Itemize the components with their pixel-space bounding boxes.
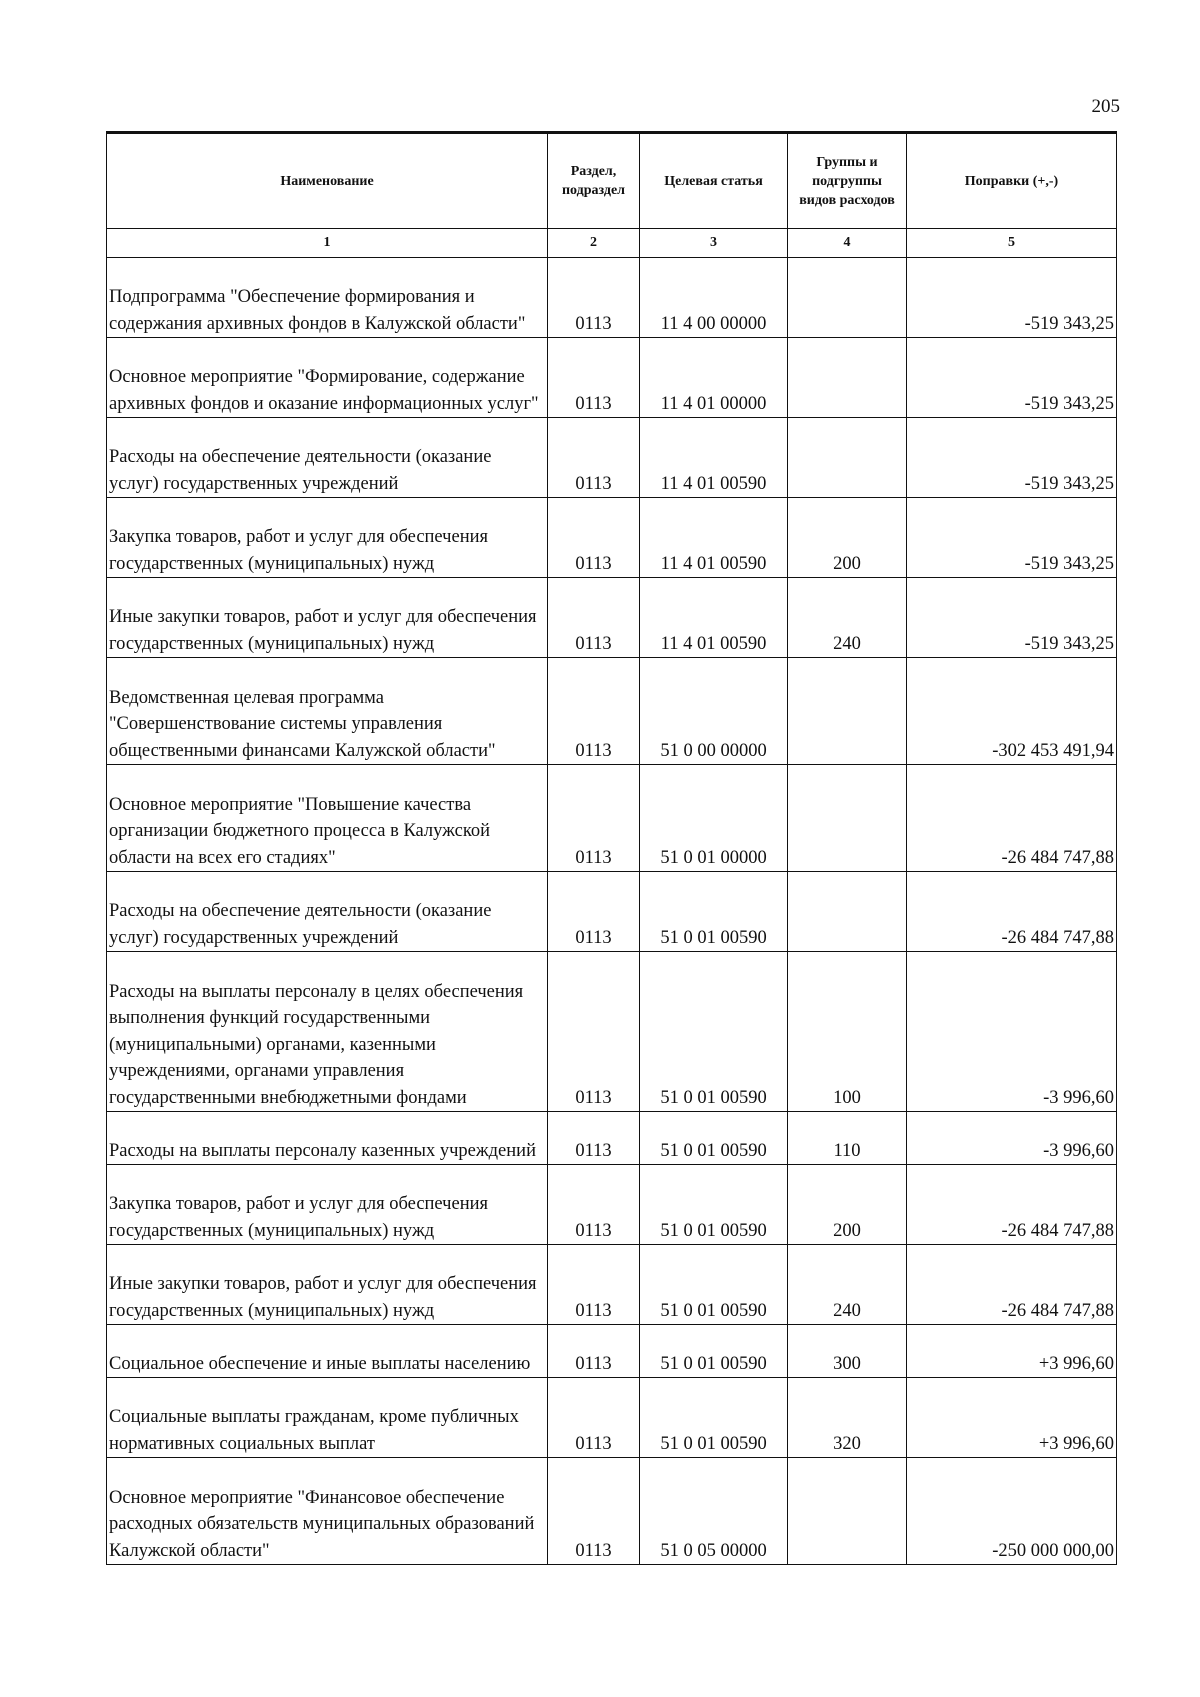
row-section: 0113 — [548, 1378, 640, 1458]
table-row — [107, 1458, 1117, 1565]
budget-amendments-table — [106, 131, 1117, 1565]
header-row — [107, 133, 1117, 229]
row-group — [788, 1458, 907, 1565]
row-target: 11 4 01 00000 — [640, 338, 788, 418]
table-row — [107, 765, 1117, 872]
table-row — [107, 498, 1117, 578]
row-amount: -26 484 747,88 — [907, 765, 1117, 872]
row-name: Расходы на выплаты персоналу в целях обеспечения выполнения функций государственными (муниципальными) органами, казенными учреждениями, органами управления государственными внебюджетными фондами — [107, 952, 548, 1112]
row-amount: +3 996,60 — [907, 1325, 1117, 1378]
row-group — [788, 338, 907, 418]
row-name: Социальные выплаты гражданам, кроме публичных нормативных социальных выплат — [107, 1378, 548, 1458]
row-section: 0113 — [548, 1245, 640, 1325]
table-row — [107, 952, 1117, 1112]
row-section: 0113 — [548, 338, 640, 418]
row-name: Иные закупки товаров, работ и услуг для обеспечения государственных (муниципальных) нужд — [107, 578, 548, 658]
row-group — [788, 418, 907, 498]
row-section: 0113 — [548, 1458, 640, 1565]
row-name: Расходы на выплаты персоналу казенных учреждений — [107, 1112, 548, 1165]
row-target: 51 0 01 00590 — [640, 1325, 788, 1378]
row-section: 0113 — [548, 658, 640, 765]
row-target: 11 4 00 00000 — [640, 258, 788, 338]
row-group — [788, 765, 907, 872]
row-name: Расходы на обеспечение деятельности (оказание услуг) государственных учреждений — [107, 418, 548, 498]
row-section: 0113 — [548, 765, 640, 872]
column-number: 4 — [788, 229, 907, 258]
table-row — [107, 1165, 1117, 1245]
row-amount: -3 996,60 — [907, 1112, 1117, 1165]
row-target: 51 0 01 00590 — [640, 1245, 788, 1325]
row-section: 0113 — [548, 872, 640, 952]
row-section: 0113 — [548, 418, 640, 498]
row-name: Ведомственная целевая программа "Совершенствование системы управления общественными финансами Калужской области" — [107, 658, 548, 765]
row-group: 200 — [788, 498, 907, 578]
row-group: 240 — [788, 1245, 907, 1325]
row-target: 51 0 01 00590 — [640, 1165, 788, 1245]
table-row — [107, 338, 1117, 418]
row-target: 11 4 01 00590 — [640, 578, 788, 658]
row-group — [788, 872, 907, 952]
row-group — [788, 658, 907, 765]
header-amount: Поправки (+,-) — [907, 133, 1117, 229]
row-target: 51 0 01 00590 — [640, 1378, 788, 1458]
table-row — [107, 1325, 1117, 1378]
column-number: 5 — [907, 229, 1117, 258]
row-group: 100 — [788, 952, 907, 1112]
row-target: 51 0 01 00590 — [640, 1112, 788, 1165]
row-amount: -26 484 747,88 — [907, 872, 1117, 952]
row-target: 51 0 01 00590 — [640, 952, 788, 1112]
column-number: 1 — [107, 229, 548, 258]
row-group: 320 — [788, 1378, 907, 1458]
table-row — [107, 418, 1117, 498]
row-target: 51 0 05 00000 — [640, 1458, 788, 1565]
row-amount: -519 343,25 — [907, 578, 1117, 658]
row-group: 300 — [788, 1325, 907, 1378]
header-section: Раздел, подраздел — [548, 133, 640, 229]
row-name: Социальное обеспечение и иные выплаты населению — [107, 1325, 548, 1378]
table-row — [107, 658, 1117, 765]
row-name: Иные закупки товаров, работ и услуг для обеспечения государственных (муниципальных) нужд — [107, 1245, 548, 1325]
row-group: 110 — [788, 1112, 907, 1165]
header-group: Группы и подгруппы видов расходов — [788, 133, 907, 229]
row-target: 11 4 01 00590 — [640, 418, 788, 498]
row-target: 11 4 01 00590 — [640, 498, 788, 578]
row-name: Основное мероприятие "Финансовое обеспечение расходных обязательств муниципальных образований Калужской области" — [107, 1458, 548, 1565]
page-number: 205 — [1091, 96, 1120, 117]
row-group: 240 — [788, 578, 907, 658]
row-group — [788, 258, 907, 338]
row-section: 0113 — [548, 1112, 640, 1165]
header-target: Целевая статья — [640, 133, 788, 229]
row-target: 51 0 01 00590 — [640, 872, 788, 952]
row-section: 0113 — [548, 1325, 640, 1378]
row-amount: -26 484 747,88 — [907, 1245, 1117, 1325]
column-number: 3 — [640, 229, 788, 258]
row-amount: -519 343,25 — [907, 498, 1117, 578]
row-amount: +3 996,60 — [907, 1378, 1117, 1458]
row-section: 0113 — [548, 1165, 640, 1245]
row-amount: -302 453 491,94 — [907, 658, 1117, 765]
row-amount: -3 996,60 — [907, 952, 1117, 1112]
table-row — [107, 1245, 1117, 1325]
row-name: Закупка товаров, работ и услуг для обеспечения государственных (муниципальных) нужд — [107, 498, 548, 578]
row-name: Подпрограмма "Обеспечение формирования и содержания архивных фондов в Калужской области" — [107, 258, 548, 338]
row-section: 0113 — [548, 498, 640, 578]
row-amount: -250 000 000,00 — [907, 1458, 1117, 1565]
row-amount: -519 343,25 — [907, 258, 1117, 338]
row-target: 51 0 00 00000 — [640, 658, 788, 765]
row-name: Расходы на обеспечение деятельности (оказание услуг) государственных учреждений — [107, 872, 548, 952]
row-name: Закупка товаров, работ и услуг для обеспечения государственных (муниципальных) нужд — [107, 1165, 548, 1245]
row-section: 0113 — [548, 578, 640, 658]
row-amount: -519 343,25 — [907, 418, 1117, 498]
row-name: Основное мероприятие "Повышение качества организации бюджетного процесса в Калужской области на всех его стадиях" — [107, 765, 548, 872]
table-row — [107, 258, 1117, 338]
row-amount: -26 484 747,88 — [907, 1165, 1117, 1245]
header-name: Наименование — [107, 133, 548, 229]
table-row — [107, 578, 1117, 658]
column-number-row — [107, 229, 1117, 258]
row-section: 0113 — [548, 952, 640, 1112]
row-section: 0113 — [548, 258, 640, 338]
table-row — [107, 872, 1117, 952]
column-number: 2 — [548, 229, 640, 258]
row-name: Основное мероприятие "Формирование, содержание архивных фондов и оказание информационных услуг" — [107, 338, 548, 418]
table-row — [107, 1378, 1117, 1458]
row-target: 51 0 01 00000 — [640, 765, 788, 872]
row-amount: -519 343,25 — [907, 338, 1117, 418]
row-group: 200 — [788, 1165, 907, 1245]
table-row — [107, 1112, 1117, 1165]
